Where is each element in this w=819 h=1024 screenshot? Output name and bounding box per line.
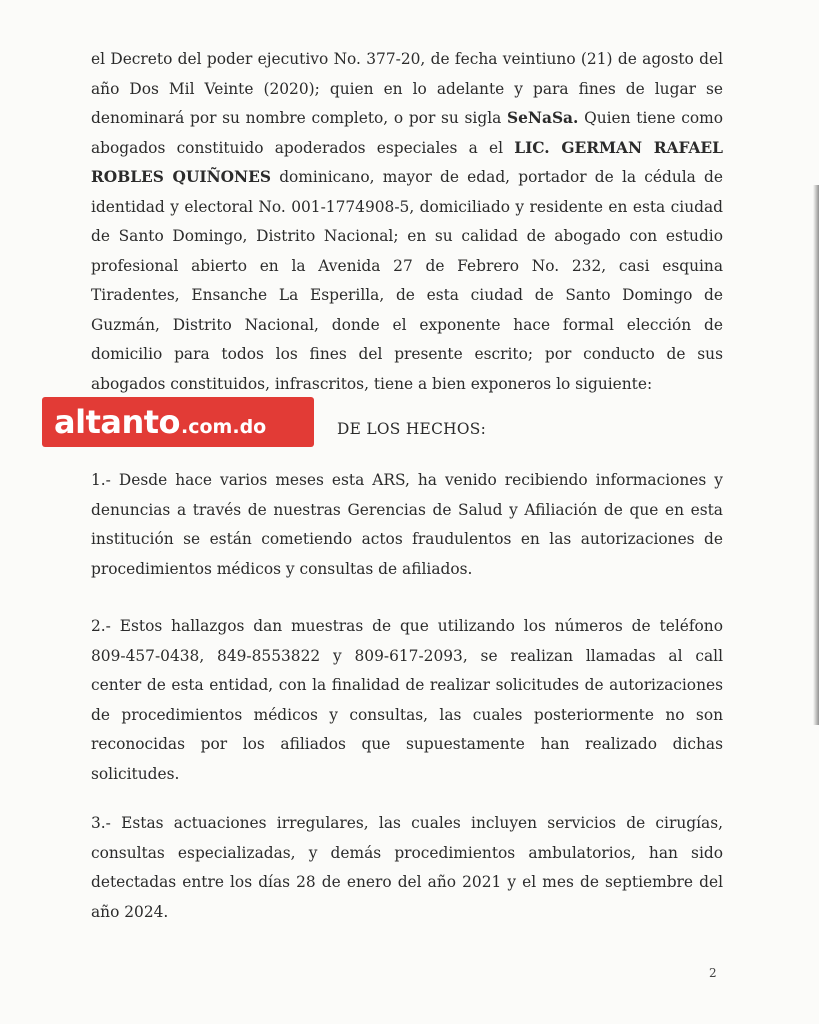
paragraph-line: procedimientos médicos y consultas de afiliados.	[91, 559, 473, 578]
page-number: 2	[709, 966, 717, 980]
paragraph-line: detectadas entre los días 28 de enero del año 2021 y el mes de septiembre del	[91, 873, 723, 891]
intro-line: Tiradentes, Ensanche La Esperilla, de esta ciudad de Santo Domingo de	[91, 286, 723, 304]
paragraph-line: center de esta entidad, con la finalidad de realizar solicitudes de autorizaciones	[91, 676, 723, 694]
paragraph-line: año 2024.	[91, 902, 169, 921]
intro-line: ROBLES QUIÑONES dominicano, mayor de edad, portador de la cédula de	[91, 168, 723, 186]
paragraph-line: institución se están cometiendo actos fraudulentos en las autorizaciones de	[91, 530, 723, 548]
fact-paragraph-2	[91, 612, 723, 789]
fact-paragraph-1	[91, 466, 723, 584]
intro-line: Guzmán, Distrito Nacional, donde el exponente hace formal elección de	[91, 315, 723, 334]
intro-line: domicilio para todos los fines del presente escrito; por conducto de sus	[91, 345, 723, 363]
sigla-senasa: SeNaSa.	[507, 109, 579, 127]
intro-line: abogados constituidos, infrascritos, tiene a bien exponeros lo siguiente:	[91, 374, 653, 393]
logo-tld: .com.do	[181, 416, 267, 438]
paragraph-line: solicitudes.	[91, 764, 180, 783]
paragraph-line: consultas especializadas, y demás procedimientos ambulatorios, han sido	[91, 843, 723, 862]
lawyer-title: LIC. GERMAN RAFAEL	[514, 138, 723, 157]
paragraph-line: denuncias a través de nuestras Gerencias de Salud y Afiliación de que en esta	[91, 500, 723, 519]
page-edge-shadow	[813, 185, 819, 725]
intro-line: de Santo Domingo, Distrito Nacional; en su calidad de abogado con estudio	[91, 227, 723, 245]
intro-paragraph	[91, 45, 723, 399]
intro-line: identidad y electoral No. 001-1774908-5, domiciliado y residente en esta ciudad	[91, 197, 723, 216]
paragraph-line: 3.- Estas actuaciones irregulares, las cuales incluyen servicios de cirugías,	[91, 814, 723, 832]
paragraph-line: reconocidas por los afiliados que supuestamente han realizado dichas	[91, 735, 723, 753]
section-heading: DE LOS HECHOS:	[337, 420, 487, 438]
paragraph-line: 809-457-0438, 849-8553822 y 809-617-2093, se realizan llamadas al call	[91, 646, 723, 665]
paragraph-line: de procedimientos médicos y consultas, las cuales posteriormente no son	[91, 705, 723, 724]
paragraph-line: 2.- Estos hallazgos dan muestras de que utilizando los números de teléfono	[91, 617, 723, 635]
intro-line: abogados constituido apoderados especiales a el LIC. GERMAN RAFAEL	[91, 138, 723, 157]
altanto-logo	[42, 397, 314, 447]
intro-line: el Decreto del poder ejecutivo No. 377-20, de fecha veintiuno (21) de agosto del	[91, 50, 723, 68]
paragraph-line: 1.- Desde hace varios meses esta ARS, ha venido recibiendo informaciones y	[91, 471, 723, 489]
logo-brand: altanto	[54, 403, 181, 441]
lawyer-surname: ROBLES QUIÑONES	[91, 168, 271, 186]
intro-line: año Dos Mil Veinte (2020); quien en lo adelante y para fines de lugar se	[91, 79, 723, 98]
intro-line: profesional abierto en la Avenida 27 de Febrero No. 232, casi esquina	[91, 256, 723, 275]
fact-paragraph-3	[91, 809, 723, 927]
intro-line: denominará por su nombre completo, o por su sigla SeNaSa. Quien tiene como	[91, 109, 723, 127]
